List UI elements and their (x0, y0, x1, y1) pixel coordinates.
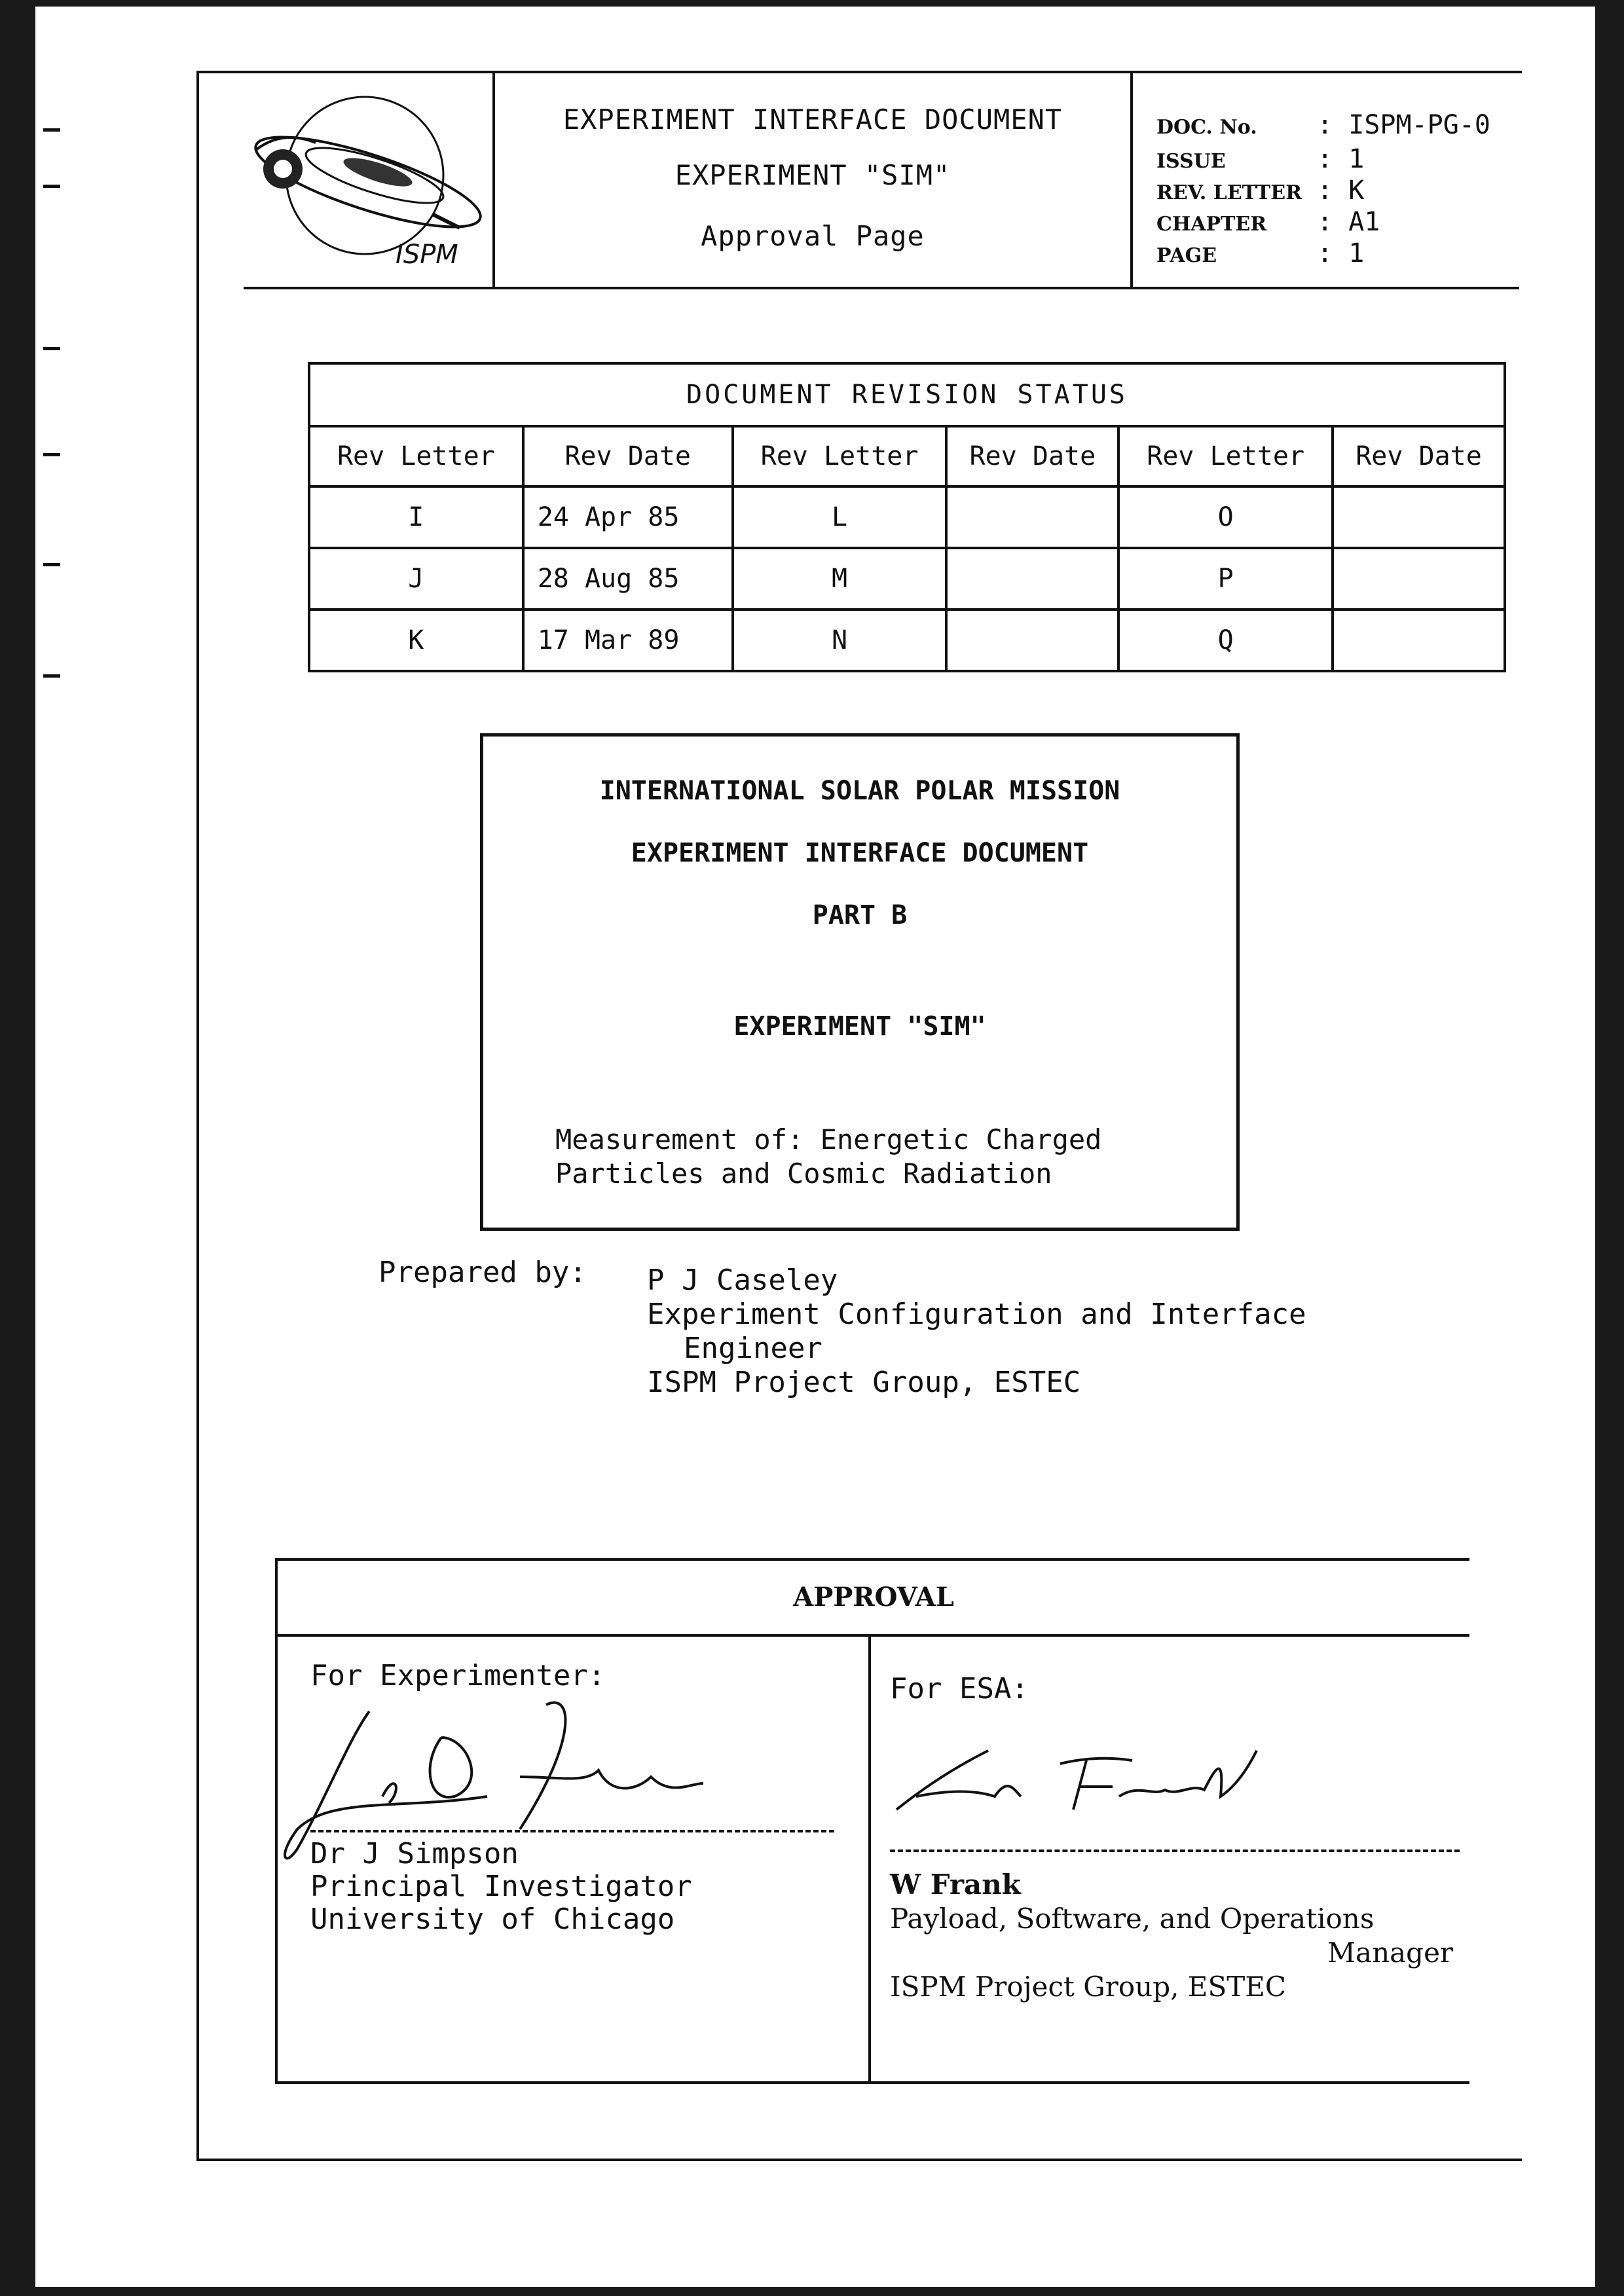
table-cell: 17 Mar 89 (523, 610, 733, 671)
table-cell: L (733, 486, 947, 548)
issue-row (1156, 144, 1364, 174)
chapter-row (1156, 207, 1380, 237)
header-title-line-3: Approval Page (701, 220, 925, 252)
rev-letter-row (1156, 175, 1364, 206)
table-cell (946, 548, 1118, 610)
preparer-title-2: Engineer (684, 1332, 822, 1365)
experimenter-org: University of Chicago (310, 1903, 675, 1936)
chapter-label: CHAPTER (1156, 213, 1267, 236)
page-label: PAGE (1156, 244, 1217, 267)
experimenter-column (310, 1659, 860, 1936)
doc-info-cell (1133, 71, 1519, 287)
revision-caption: DOCUMENT REVISION STATUS (309, 363, 1505, 426)
approval-box (275, 1558, 1469, 2084)
scan-border-left (0, 0, 35, 2296)
preparer-title-1: Experiment Configuration and Interface (647, 1298, 1306, 1331)
simpson-signature-icon (271, 1698, 808, 1882)
table-cell (1333, 548, 1505, 610)
table-cell: 24 Apr 85 (523, 486, 733, 548)
experimenter-role: Principal Investigator (310, 1870, 692, 1903)
table-cell: M (733, 548, 947, 610)
frank-signature-icon (890, 1724, 1309, 1829)
margin-mark (43, 563, 60, 566)
table-cell (946, 610, 1118, 671)
document-name: EXPERIMENT INTERFACE DOCUMENT (631, 838, 1089, 868)
issue-value: : 1 (1317, 144, 1365, 174)
esa-approver-role: Payload, Software, and Operations (890, 1903, 1375, 1935)
margin-mark (43, 128, 60, 132)
esa-signature-line (890, 1850, 1460, 1852)
table-cell: O (1118, 486, 1333, 548)
scan-border-right (1595, 0, 1624, 2296)
revision-header-row (309, 426, 1505, 486)
table-cell: P (1118, 548, 1333, 610)
issue-label: ISSUE (1156, 150, 1226, 173)
doc-number-label: DOC. No. (1156, 116, 1257, 139)
table-cell (1333, 486, 1505, 548)
prepared-by-details (647, 1264, 1306, 1400)
table-row (309, 610, 1505, 671)
doc-number-row (1156, 110, 1490, 140)
rev-letter-label: REV. LETTER (1156, 181, 1302, 204)
table-cell (946, 486, 1118, 548)
header-title-line-1: EXPERIMENT INTERFACE DOCUMENT (563, 103, 1063, 136)
preparer-name: P J Caseley (647, 1264, 838, 1297)
header-title-line-2: EXPERIMENT "SIM" (674, 159, 951, 191)
margin-mark (43, 185, 60, 188)
table-cell: J (309, 548, 523, 610)
document-header (244, 71, 1519, 289)
scan-border-top (0, 0, 1624, 7)
esa-approver-role-2: Manager (1327, 1937, 1453, 1969)
column-header: Rev Date (1333, 426, 1505, 486)
title-cell (495, 71, 1133, 287)
table-cell: Q (1118, 610, 1333, 671)
experimenter-name: Dr J Simpson (310, 1837, 519, 1870)
column-header: Rev Date (946, 426, 1118, 486)
column-header: Rev Letter (309, 426, 523, 486)
experiment-name: EXPERIMENT "SIM" (733, 1011, 986, 1042)
margin-mark (43, 453, 60, 456)
table-cell: I (309, 486, 523, 548)
margin-mark (43, 347, 60, 350)
esa-heading: For ESA: (890, 1672, 1029, 1705)
part-label: PART B (812, 900, 908, 930)
preparer-org: ISPM Project Group, ESTEC (647, 1366, 1081, 1399)
column-header: Rev Date (523, 426, 733, 486)
logo-cell (244, 71, 495, 287)
approval-heading: APPROVAL (278, 1561, 1469, 1637)
approval-divider (868, 1637, 871, 2081)
mission-name: INTERNATIONAL SOLAR POLAR MISSION (599, 776, 1120, 806)
margin-mark (43, 674, 60, 678)
table-cell: N (733, 610, 947, 671)
esa-column (890, 1672, 1466, 2004)
logo-text: ISPM (396, 240, 458, 270)
measurement-description (555, 1123, 1210, 1191)
mission-title-box (480, 733, 1240, 1231)
esa-details (890, 1868, 1466, 2004)
page-row (1156, 238, 1364, 268)
table-row (309, 548, 1505, 610)
column-header: Rev Letter (1118, 426, 1333, 486)
experimenter-heading: For Experimenter: (310, 1659, 606, 1692)
doc-number-value: : ISPM-PG-0 (1317, 110, 1490, 140)
revision-status-table (308, 362, 1506, 672)
column-header: Rev Letter (733, 426, 947, 486)
chapter-value: : A1 (1317, 207, 1380, 237)
page-value: : 1 (1317, 238, 1365, 268)
table-cell: 28 Aug 85 (523, 548, 733, 610)
table-row (309, 486, 1505, 548)
measurement-line-2: Particles and Cosmic Radiation (555, 1157, 1052, 1190)
revision-caption-row (309, 363, 1505, 426)
esa-approver-name: W Frank (890, 1868, 1021, 1901)
esa-approver-org: ISPM Project Group, ESTEC (890, 1971, 1287, 2003)
table-cell (1333, 610, 1505, 671)
scan-border-bottom (0, 2287, 1624, 2296)
prepared-by-label: Prepared by: (378, 1256, 587, 1289)
table-cell: K (309, 610, 523, 671)
measurement-line-1: Measurement of: Energetic Charged (555, 1123, 1102, 1156)
rev-letter-value: : K (1317, 175, 1365, 206)
